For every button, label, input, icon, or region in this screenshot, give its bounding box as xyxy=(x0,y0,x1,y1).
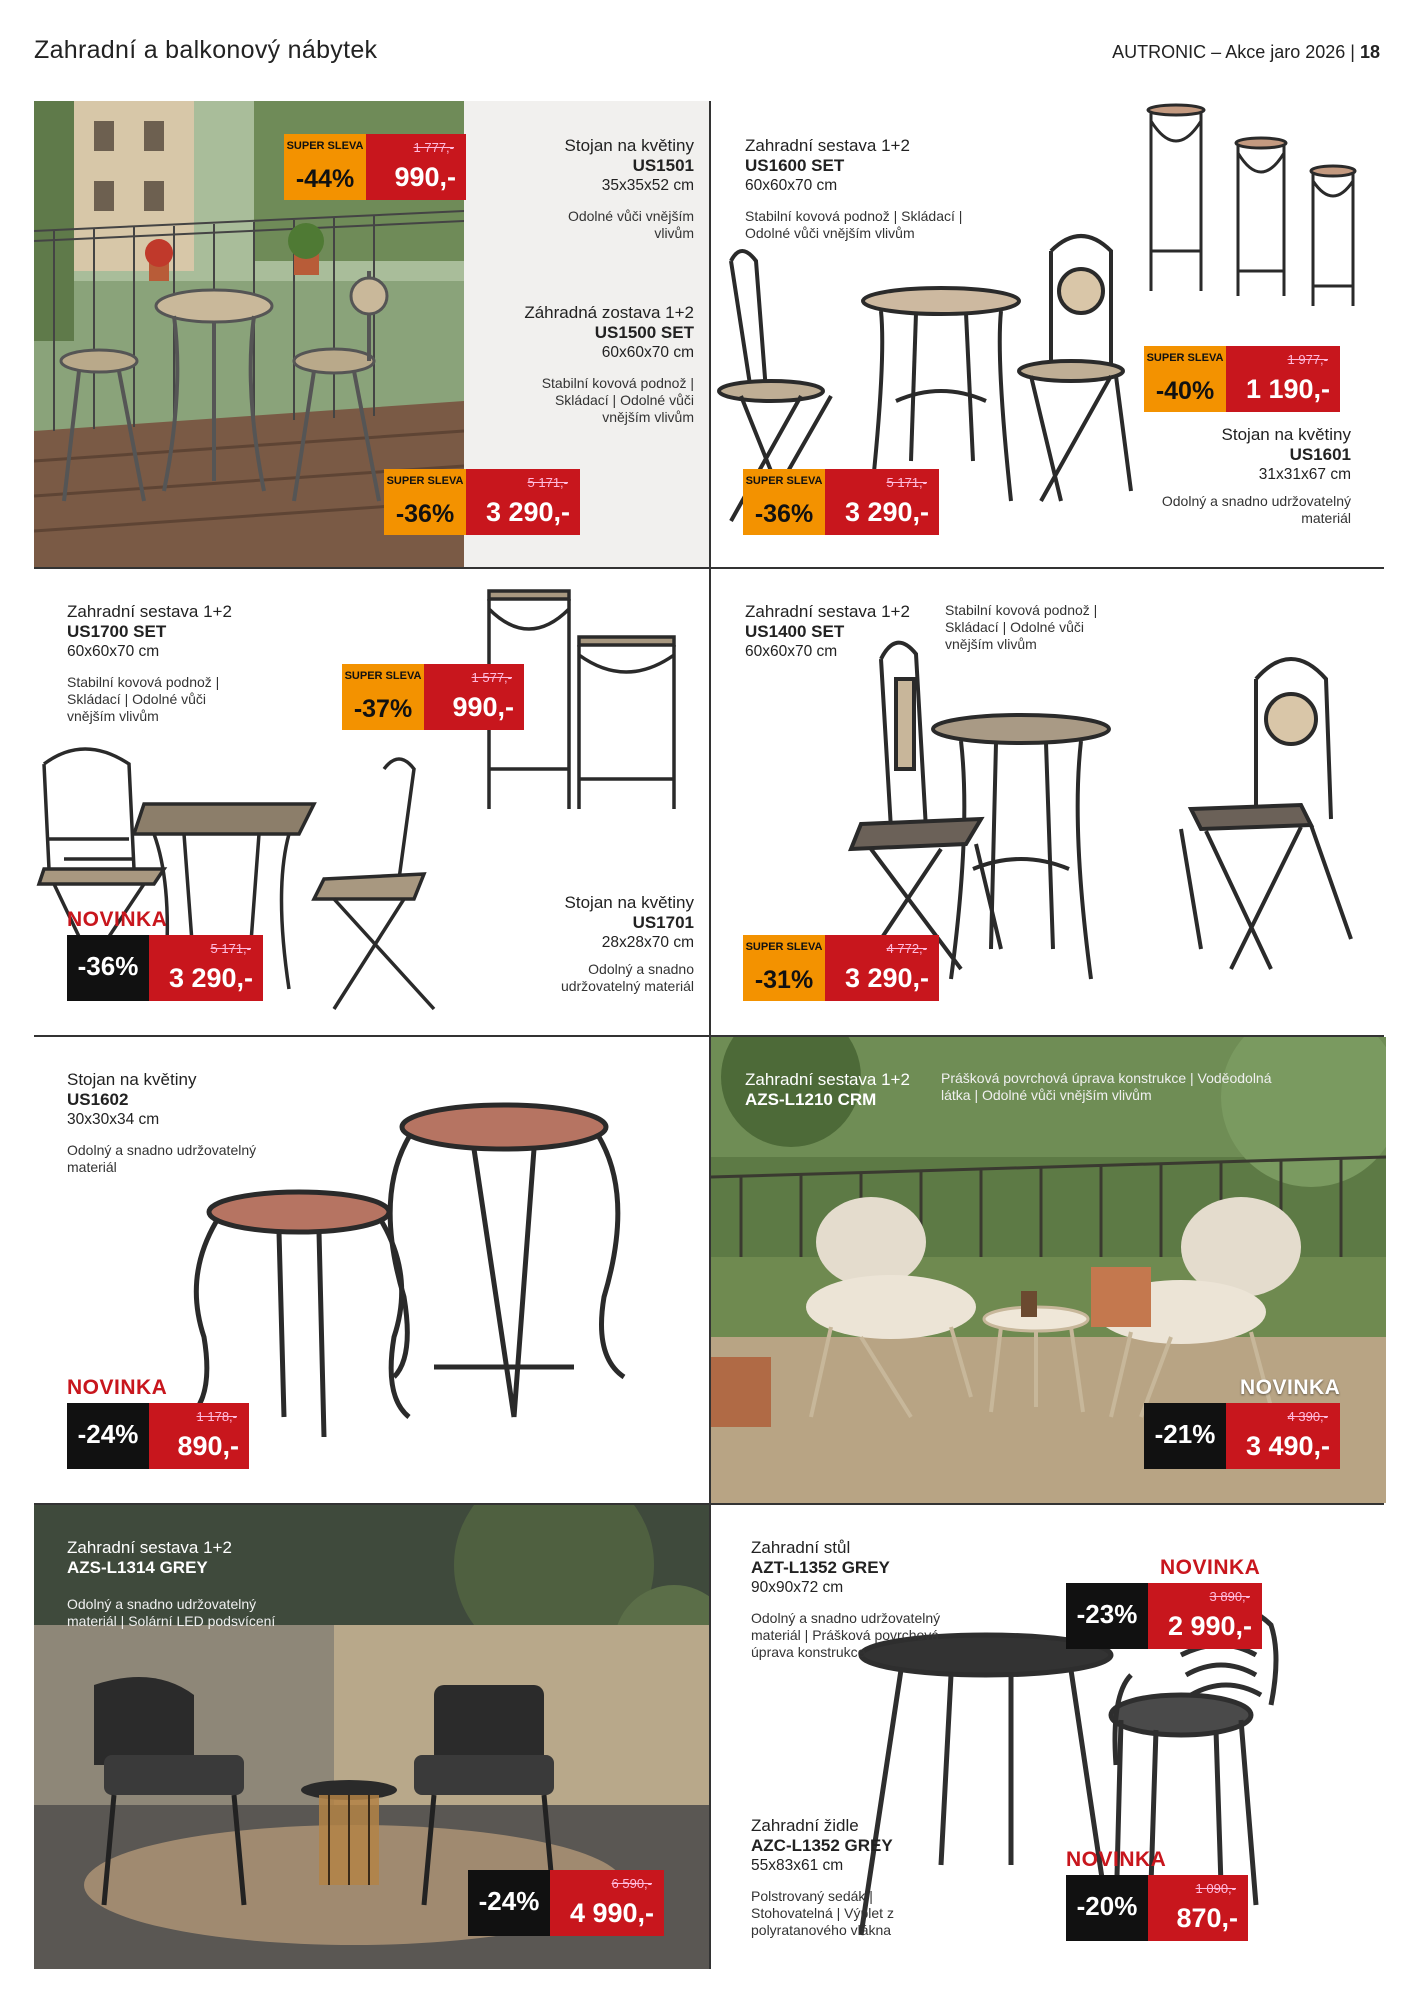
product-us1400 xyxy=(745,602,945,662)
product-dims: 90x90x72 cm xyxy=(751,1579,844,1596)
super-sleva-label: SUPER SLEVA xyxy=(1146,352,1224,364)
product-us1700 xyxy=(67,602,307,725)
price-badge-us1701 xyxy=(342,664,524,730)
price-badge-azc-l1352 xyxy=(1066,1875,1248,1941)
brand-text: AUTRONIC – Akce jaro 2026 | xyxy=(1112,42,1355,62)
new-price: 870,- xyxy=(1176,1903,1238,1933)
product-azs-l1210-desc xyxy=(941,1058,1281,1104)
old-price: 3 890,- xyxy=(1209,1589,1250,1604)
price-badge-azs-l1314 xyxy=(468,1870,664,1936)
price-box xyxy=(466,469,580,535)
new-price: 3 490,- xyxy=(1245,1431,1330,1461)
product-code: AZS-L1210 CRM xyxy=(745,1090,877,1109)
discount-percent: -40% xyxy=(1155,377,1215,405)
novinka-label-azs-l1210: NOVINKA xyxy=(1240,1376,1341,1399)
old-price: 1 977,- xyxy=(1287,352,1328,367)
new-price: 4 990,- xyxy=(569,1898,654,1928)
product-name: Zahradní sestava 1+2 xyxy=(745,602,910,621)
product-name: Stojan na květiny xyxy=(564,893,694,912)
product-us1400-desc xyxy=(945,590,1135,653)
discount-percent: -21% xyxy=(1154,1419,1216,1449)
price-box xyxy=(1226,1403,1340,1469)
discount-box xyxy=(284,134,366,200)
product-desc: Odolný a snadno udržovatelný materiál | Solární LED podsvícení xyxy=(67,1596,276,1629)
product-name: Zahradní sestava 1+2 xyxy=(67,602,232,621)
product-dims: 31x31x67 cm xyxy=(1258,466,1351,483)
discount-box xyxy=(67,1403,149,1469)
product-code: US1602 xyxy=(67,1090,129,1109)
product-code: US1700 SET xyxy=(67,622,167,641)
price-badge-us1700 xyxy=(67,935,263,1001)
price-box xyxy=(1148,1583,1262,1649)
discount-percent: -44% xyxy=(295,165,355,193)
product-dims: 35x35x52 cm xyxy=(601,177,694,194)
product-us1601 xyxy=(1131,425,1351,527)
product-code: US1400 SET xyxy=(745,622,845,641)
price-badge-us1400 xyxy=(743,935,939,1001)
price-badge-us1601 xyxy=(1144,346,1340,412)
old-price: 5 171,- xyxy=(886,475,927,490)
product-us1701 xyxy=(474,893,694,995)
brand-line xyxy=(1112,42,1380,63)
product-dims: 60x60x70 cm xyxy=(745,177,838,194)
new-price: 990,- xyxy=(394,162,456,192)
old-price: 4 390,- xyxy=(1287,1409,1328,1424)
product-dims: 60x60x70 cm xyxy=(67,643,160,660)
product-code: US1501 xyxy=(632,156,694,175)
novinka-label-azc-l1352: NOVINKA xyxy=(1066,1848,1167,1871)
price-badge-azt-l1352 xyxy=(1066,1583,1262,1649)
new-price: 990,- xyxy=(452,692,514,722)
product-desc: Odolný a snadno udržovatelný materiál xyxy=(560,961,694,994)
product-azc-l1352 xyxy=(751,1816,991,1939)
product-code: US1500 SET xyxy=(594,323,694,342)
product-desc: Odolné vůči vnějším vlivům xyxy=(567,208,694,241)
discount-box xyxy=(1144,346,1226,412)
old-price: 5 171,- xyxy=(210,941,251,956)
discount-percent: -36% xyxy=(754,500,814,528)
discount-box xyxy=(67,935,149,1001)
old-price: 6 590,- xyxy=(611,1876,652,1891)
product-code: US1601 xyxy=(1289,445,1351,464)
price-box xyxy=(149,1403,249,1469)
discount-percent: -24% xyxy=(478,1886,540,1916)
discount-box xyxy=(468,1870,550,1936)
new-price: 3 290,- xyxy=(485,497,570,527)
product-name: Záhradná zostava 1+2 xyxy=(524,303,694,322)
new-price: 890,- xyxy=(177,1431,239,1461)
super-sleva-label: SUPER SLEVA xyxy=(344,670,422,682)
product-code: US1701 xyxy=(632,913,694,932)
discount-box xyxy=(1066,1875,1148,1941)
discount-percent: -31% xyxy=(754,966,814,994)
product-desc: Odolný a snadno udržovatelný materiál | Prášková povrchová úprava konstrukce xyxy=(751,1610,941,1660)
price-badge-us1500 xyxy=(384,469,580,535)
product-desc: Odolný a snadno udržovatelný materiál xyxy=(67,1142,257,1175)
product-dims: 55x83x61 cm xyxy=(751,1857,844,1874)
old-price: 4 772,- xyxy=(886,941,927,956)
product-dims: 30x30x34 cm xyxy=(67,1111,160,1128)
price-badge-us1501 xyxy=(284,134,466,200)
super-sleva-label: SUPER SLEVA xyxy=(286,140,364,152)
discount-percent: -20% xyxy=(1076,1891,1138,1921)
price-box xyxy=(1148,1875,1248,1941)
product-dims: 60x60x70 cm xyxy=(601,344,694,361)
product-desc: Odolný a snadno udržovatelný materiál xyxy=(1161,493,1351,526)
discount-percent: -36% xyxy=(77,951,139,981)
product-azs-l1314 xyxy=(67,1538,307,1630)
product-desc: Prášková povrchová úprava konstrukce | Voděodolná látka | Odolné vůči vnějším vlivům xyxy=(941,1070,1272,1103)
novinka-label-us1700: NOVINKA xyxy=(67,908,168,931)
product-us1501 xyxy=(454,136,694,242)
product-us1500 xyxy=(454,303,694,426)
price-box xyxy=(825,469,939,535)
discount-percent: -36% xyxy=(395,500,455,528)
super-sleva-label: SUPER SLEVA xyxy=(745,475,823,487)
product-name: Zahradní sestava 1+2 xyxy=(67,1538,232,1557)
new-price: 3 290,- xyxy=(844,963,929,993)
product-desc: Stabilní kovová podnož | Skládací | Odolné vůči vnějším vlivům xyxy=(67,674,220,724)
product-name: Zahradní židle xyxy=(751,1816,859,1835)
new-price: 3 290,- xyxy=(168,963,253,993)
discount-percent: -37% xyxy=(353,695,413,723)
product-code: AZC-L1352 GREY xyxy=(751,1836,893,1855)
product-desc: Stabilní kovová podnož | Skládací | Odolné vůči vnějším vlivům xyxy=(945,602,1098,652)
price-box xyxy=(424,664,524,730)
price-box xyxy=(366,134,466,200)
product-azs-l1210 xyxy=(745,1070,945,1110)
page-number: 18 xyxy=(1359,42,1380,62)
old-price: 5 171,- xyxy=(527,475,568,490)
discount-box xyxy=(1066,1583,1148,1649)
product-desc: Polstrovaný sedák | Stohovatelná | Výplet z polyratanového vlákna xyxy=(751,1888,894,1938)
product-dims: 28x28x70 cm xyxy=(601,934,694,951)
price-box xyxy=(550,1870,664,1936)
super-sleva-label: SUPER SLEVA xyxy=(386,475,464,487)
new-price: 3 290,- xyxy=(844,497,929,527)
product-us1602 xyxy=(67,1070,327,1176)
page-title: Zahradní a balkonový nábytek xyxy=(34,36,378,64)
old-price: 1 777,- xyxy=(413,140,454,155)
discount-box xyxy=(384,469,466,535)
super-sleva-label: SUPER SLEVA xyxy=(745,941,823,953)
product-dims: 60x60x70 cm xyxy=(745,643,838,660)
divider-column xyxy=(709,101,711,1969)
discount-box xyxy=(1144,1403,1226,1469)
product-name: Stojan na květiny xyxy=(1221,425,1351,444)
product-name: Stojan na květiny xyxy=(67,1070,197,1089)
new-price: 1 190,- xyxy=(1245,374,1330,404)
old-price: 1 577,- xyxy=(471,670,512,685)
discount-box xyxy=(743,469,825,535)
product-azt-l1352 xyxy=(751,1538,991,1661)
price-badge-us1602 xyxy=(67,1403,249,1469)
price-box xyxy=(1226,346,1340,412)
price-box xyxy=(149,935,263,1001)
price-badge-us1600 xyxy=(743,469,939,535)
discount-box xyxy=(342,664,424,730)
old-price: 1 178,- xyxy=(196,1409,237,1424)
product-name: Zahradní sestava 1+2 xyxy=(745,1070,910,1089)
product-desc: Stabilní kovová podnož | Skládací | Odolné vůči vnějším vlivům xyxy=(745,208,963,241)
product-name: Stojan na květiny xyxy=(564,136,694,155)
product-us1600 xyxy=(745,136,1025,242)
product-name: Zahradní sestava 1+2 xyxy=(745,136,910,155)
price-box xyxy=(825,935,939,1001)
novinka-label-azt-l1352: NOVINKA xyxy=(1160,1556,1261,1579)
new-price: 2 990,- xyxy=(1167,1611,1252,1641)
product-code: AZS-L1314 GREY xyxy=(67,1558,208,1577)
product-name: Zahradní stůl xyxy=(751,1538,851,1557)
product-desc: Stabilní kovová podnož | Skládací | Odolné vůči vnějším vlivům xyxy=(541,375,694,425)
price-badge-azs-l1210 xyxy=(1144,1403,1340,1469)
discount-percent: -24% xyxy=(77,1419,139,1449)
discount-percent: -23% xyxy=(1076,1599,1138,1629)
product-code: AZT-L1352 GREY xyxy=(751,1558,890,1577)
old-price: 1 090,- xyxy=(1195,1881,1236,1896)
discount-box xyxy=(743,935,825,1001)
novinka-label-us1602: NOVINKA xyxy=(67,1376,168,1399)
product-code: US1600 SET xyxy=(745,156,845,175)
